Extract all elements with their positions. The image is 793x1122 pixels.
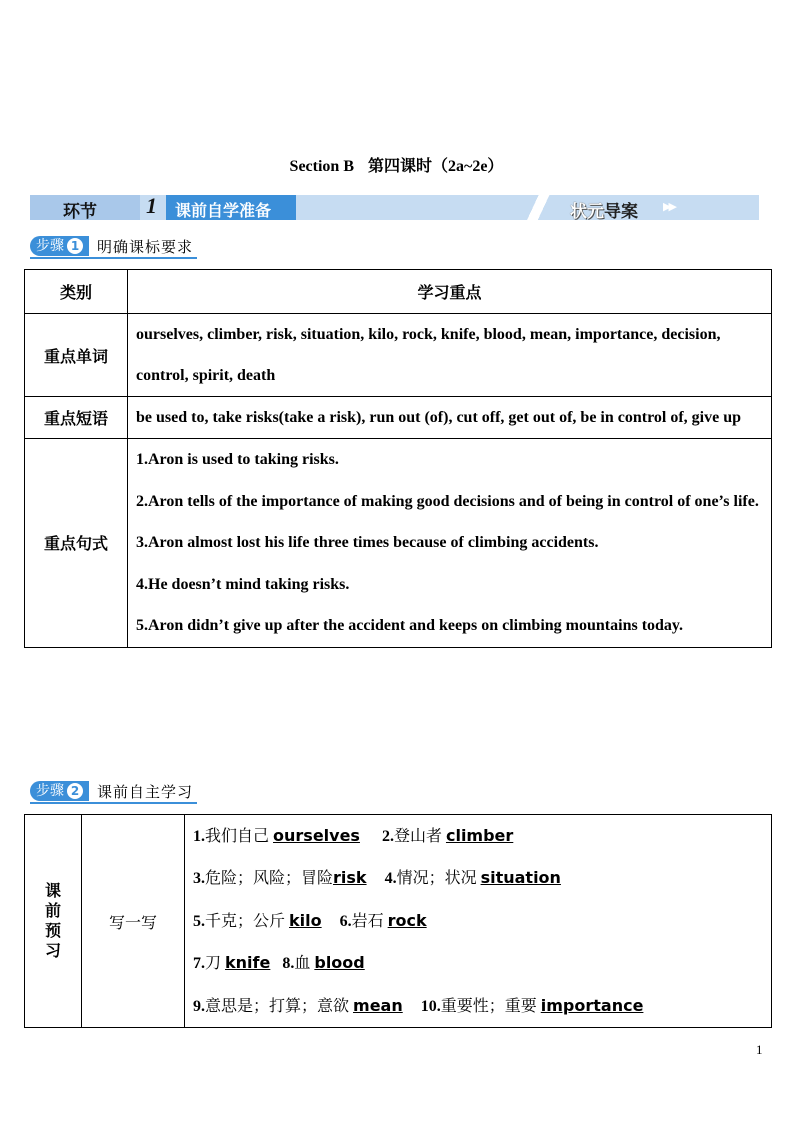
vocab-answer: risk: [333, 868, 367, 888]
sentence-item: 1.Aron is used to taking risks.: [136, 451, 339, 468]
vocab-line: [193, 815, 763, 857]
banner-guide: [570, 197, 638, 222]
section-banner: [30, 195, 759, 220]
step-2-title: 课前自主学习: [97, 782, 194, 801]
double-arrow-icon: ▶▶: [663, 200, 674, 213]
step-2-number-badge: 2: [67, 783, 83, 799]
vocab-cn: 刀: [205, 953, 222, 973]
step-2-pill: [30, 781, 89, 801]
vocab-line: [193, 857, 763, 899]
vocab-answer: mean: [353, 995, 403, 1015]
vocab-answer: situation: [480, 868, 561, 888]
vocab-cn: 登山者: [393, 826, 442, 845]
step-2-pill-text: 步骤: [36, 783, 64, 799]
step-1-pill: [30, 236, 89, 256]
header-category: 类别: [25, 270, 128, 314]
vocab-num: 8.: [282, 955, 295, 973]
vocab-num: 6.: [339, 912, 352, 930]
banner-section-name: 课前自学准备: [175, 201, 272, 220]
key-words-text: ourselves, climber, risk, situation, kilo, rock, knife, blood, mean, importance, decision, control, spirit, death: [128, 314, 772, 397]
vocab-line: [193, 985, 763, 1027]
banner-slant-divider: [510, 195, 570, 220]
step-1-pill-text: 步骤: [36, 238, 64, 254]
vocab-num: 2.: [381, 828, 394, 845]
page-number: 1: [756, 1042, 763, 1057]
vocab-line: [193, 900, 763, 942]
vocab-cn: 我们自己: [205, 826, 270, 845]
category-phrases: 重点短语: [25, 397, 128, 439]
header-focus: 学习重点: [128, 270, 772, 314]
side-char: 课: [44, 881, 61, 901]
vocab-num: 9.: [193, 997, 205, 1015]
vocab-num: 3.: [193, 870, 205, 888]
step-2-label: [30, 780, 197, 804]
vocab-line: [193, 942, 763, 984]
page-title: [0, 153, 793, 176]
key-phrases-text: be used to, take risks(take a risk), run out (of), cut off, get out of, be in control of, give up: [128, 397, 772, 439]
step-1-title: 明确课标要求: [97, 237, 194, 256]
table-header-row: [25, 270, 772, 314]
banner-guide-bold: 导案: [604, 202, 638, 222]
step-1-number-badge: 1: [67, 238, 83, 254]
vocab-num: 7.: [193, 955, 205, 973]
vocab-answer: blood: [314, 953, 365, 973]
vocab-num: 4.: [384, 870, 397, 888]
vocab-cn: 危险；风险；冒险: [205, 868, 334, 888]
vocab-cn: 情况；状况: [396, 868, 477, 888]
write-task-label: 写一写: [82, 815, 185, 1028]
step-1-label: [30, 235, 197, 259]
vocab-cn: 岩石: [351, 910, 384, 930]
vocab-num: 1.: [193, 828, 205, 845]
sentence-item: 4.He doesn’t mind taking risks.: [136, 575, 350, 593]
table-row-words: [25, 314, 772, 397]
preview-row: [25, 815, 772, 1028]
category-sentences: 重点句式: [25, 439, 128, 648]
vocab-num: 5.: [193, 912, 205, 930]
vocab-list: [185, 815, 772, 1028]
title-section: Section B: [289, 158, 354, 175]
vocab-answer: climber: [445, 826, 514, 845]
vocab-num: 10.: [420, 997, 441, 1015]
vocab-answer: rock: [387, 910, 427, 930]
vocab-cn: 重要性；重要: [440, 995, 537, 1015]
vocab-answer: ourselves: [273, 826, 360, 845]
vocab-cn: 血: [294, 953, 311, 973]
vocab-answer: importance: [540, 995, 644, 1015]
table-row-sentences: [25, 439, 772, 648]
title-lesson: 第四课时（2a~2e）: [368, 158, 504, 175]
table-row-phrases: [25, 397, 772, 439]
sentence-item: 5.Aron didn’t give up after the accident and keeps on climbing mountains today.: [136, 617, 684, 635]
preview-side-label: [25, 815, 82, 1028]
side-char: 习: [44, 941, 61, 961]
vocab-answer: knife: [225, 953, 271, 973]
side-char: 前: [44, 901, 61, 921]
key-sentences-list: [128, 439, 772, 648]
banner-guide-prefix: 状元: [570, 202, 604, 222]
banner-number: 1: [146, 193, 157, 218]
preview-table: [24, 814, 772, 1028]
vocab-cn: 意思是；打算；意欲: [205, 995, 350, 1015]
sentence-item: 3.Aron almost lost his life three times because of climbing accidents.: [136, 534, 599, 552]
sentence-item: 2.Aron tells of the importance of making good decisions and of being in control of one’s life.: [136, 492, 759, 510]
banner-label: 环节: [63, 202, 97, 222]
category-words: 重点单词: [25, 314, 128, 397]
vocab-cn: 千克；公斤: [205, 910, 286, 930]
vocab-answer: kilo: [289, 910, 322, 930]
key-points-table: [24, 269, 772, 648]
side-char: 预: [44, 921, 61, 941]
